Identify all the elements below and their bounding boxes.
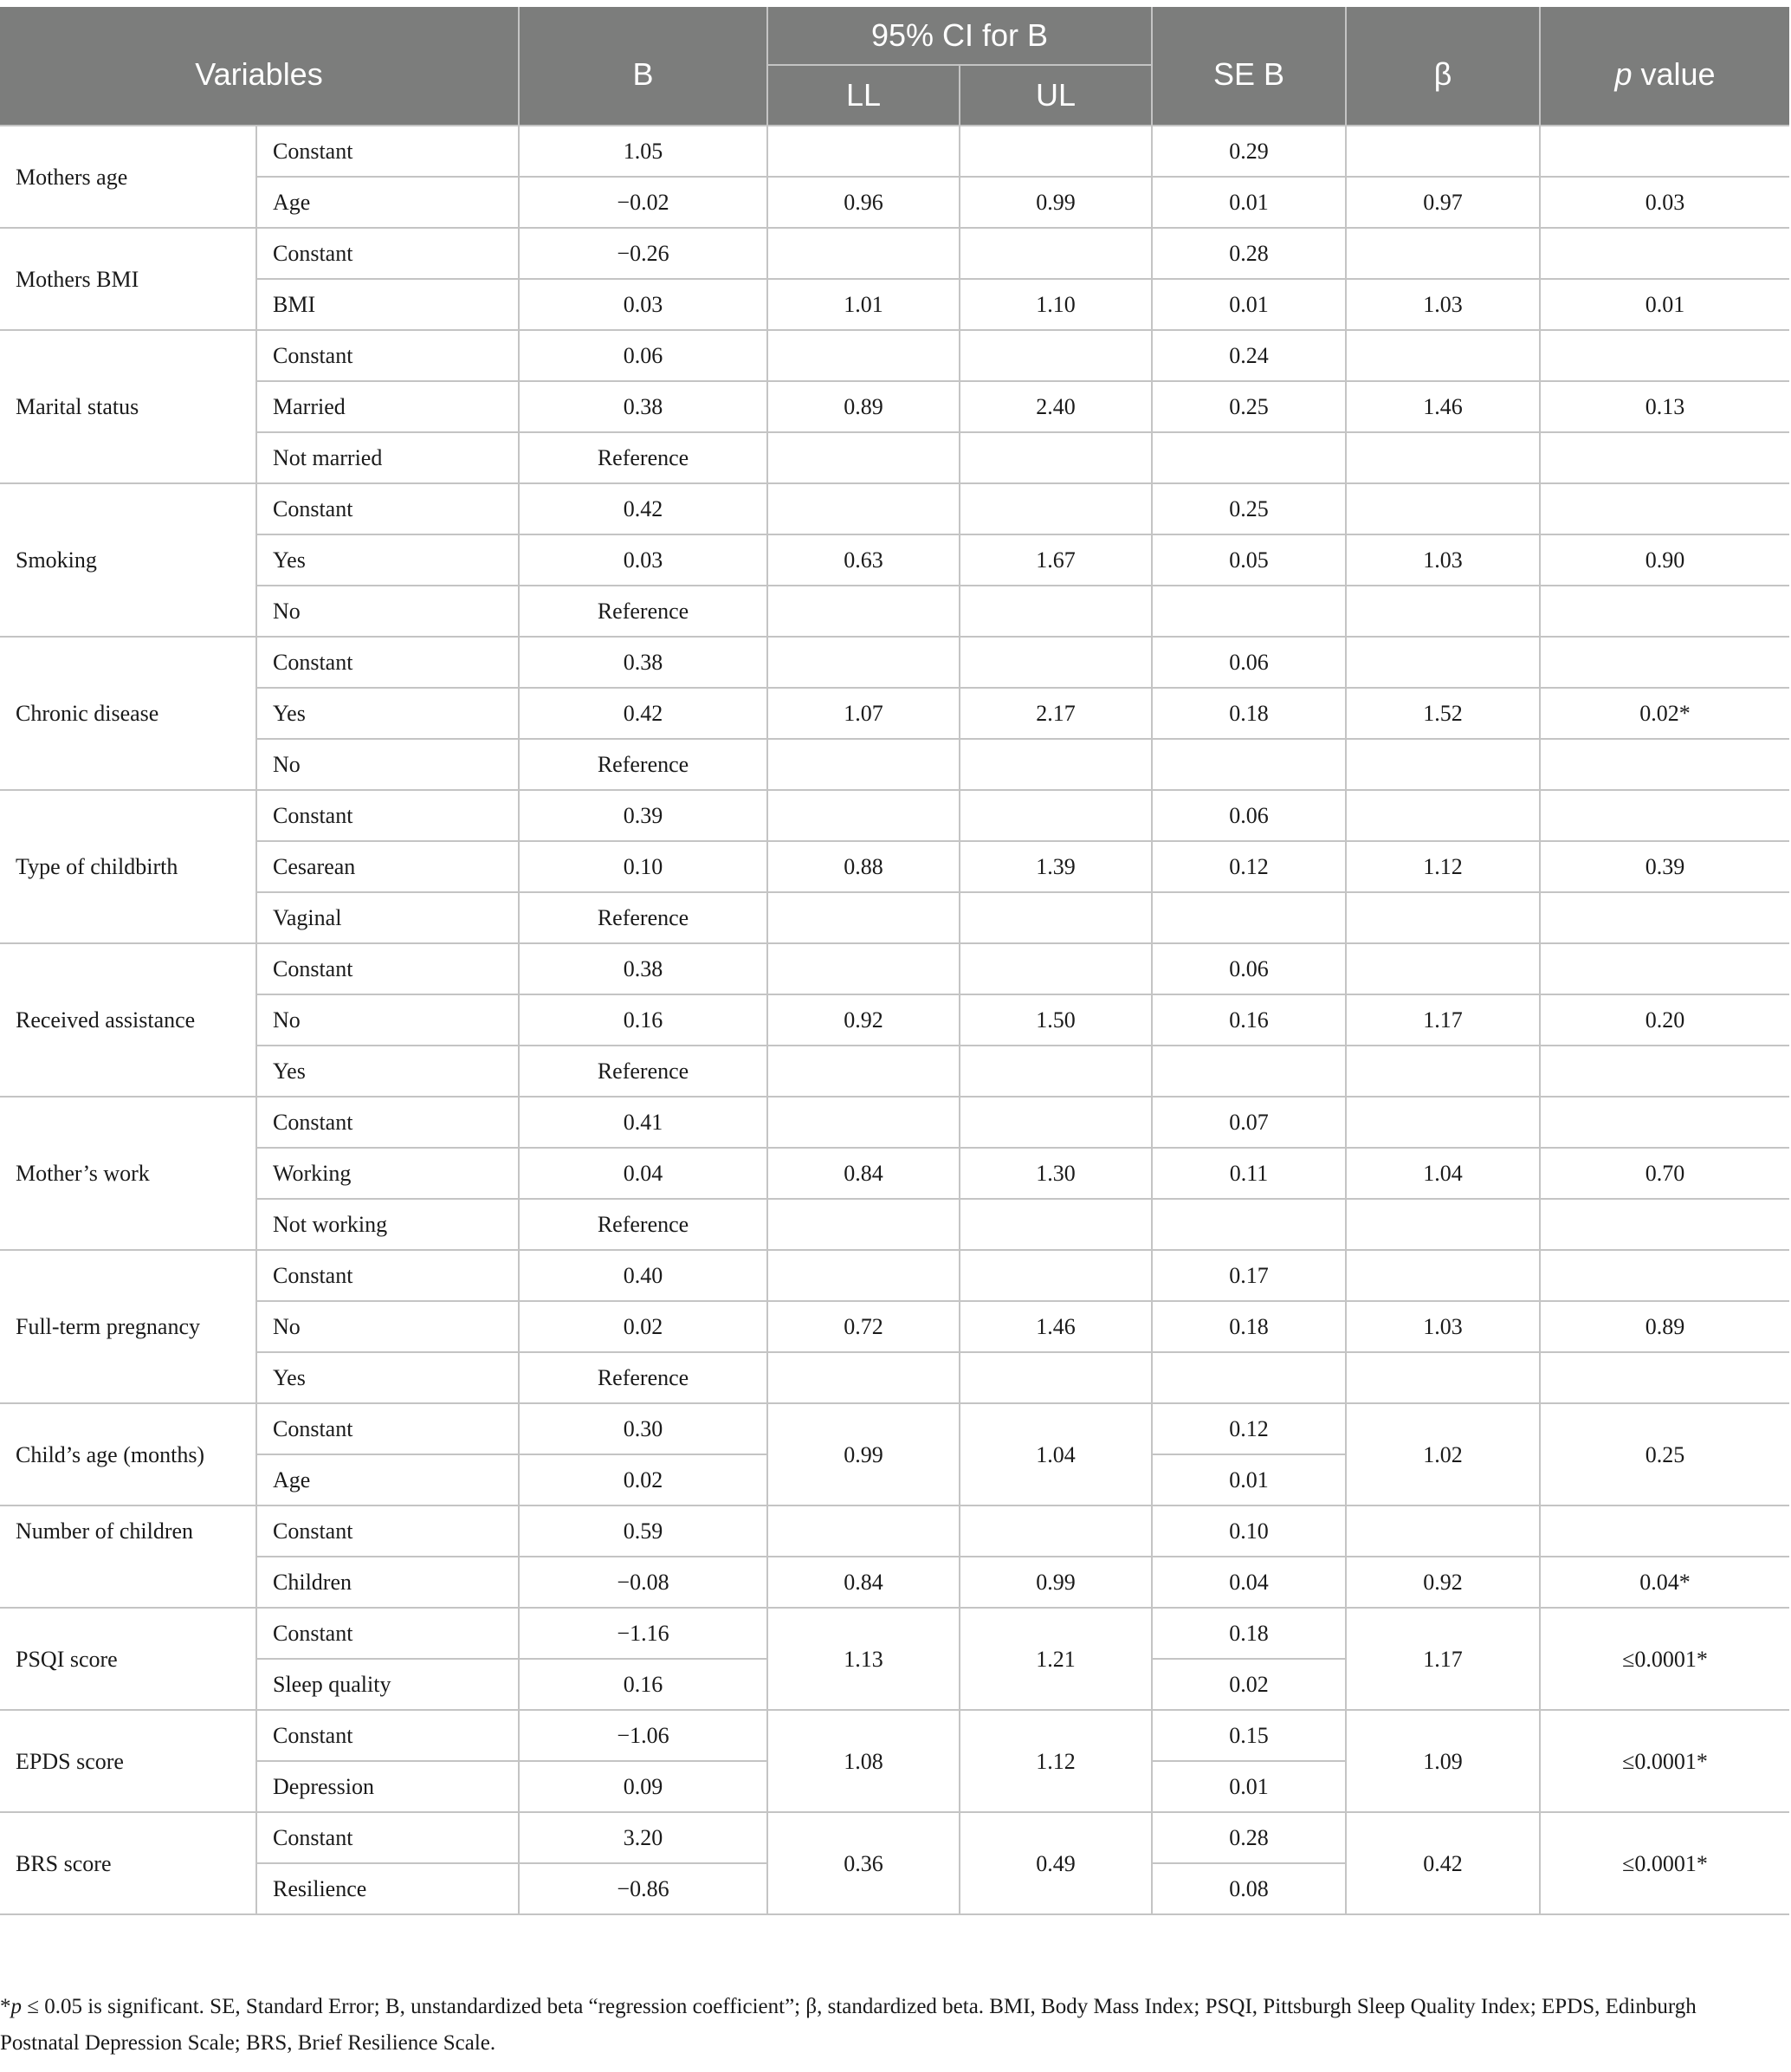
ll-cell: 1.07 [767,688,960,739]
b-cell: 0.03 [519,279,767,330]
variable-name: Mothers age [0,126,256,228]
beta-cell: 0.92 [1346,1557,1540,1608]
header-ul: UL [960,65,1152,126]
p-cell [1540,790,1789,841]
variable-name: BRS score [0,1812,256,1914]
beta-cell [1346,892,1540,943]
p-cell: 0.39 [1540,841,1789,892]
table-row [0,330,1789,381]
ll-cell [767,637,960,688]
b-cell: 0.40 [519,1250,767,1301]
se-cell: 0.07 [1152,1097,1346,1148]
row-label: Yes [256,534,519,586]
se-cell: 0.29 [1152,126,1346,177]
p-cell: 0.13 [1540,381,1789,432]
b-cell: Reference [519,1046,767,1097]
b-cell: 0.59 [519,1505,767,1557]
se-cell [1152,1352,1346,1403]
table-row [0,534,1789,586]
ul-cell: 1.04 [960,1403,1152,1505]
ll-cell [767,790,960,841]
p-cell [1540,483,1789,534]
se-cell: 0.25 [1152,483,1346,534]
table-row [0,1403,1789,1454]
p-cell [1540,943,1789,994]
header-se: SE B [1152,7,1346,126]
table-row [0,177,1789,228]
beta-cell: 1.52 [1346,688,1540,739]
ul-cell: 0.99 [960,177,1152,228]
footnote-text: ≤ 0.05 is significant. SE, Standard Error; B, unstandardized beta “regression coefficient”; β, standardized beta. BMI, Body Mass Index; PSQI, Pittsburgh Sleep Quality Index; EPDS, Edinburgh Postnatal Depression Scale; BRS, Brief Resilience Scale. [0,1995,1697,2055]
row-label: Not working [256,1199,519,1250]
se-cell: 0.24 [1152,330,1346,381]
se-cell: 0.01 [1152,1761,1346,1812]
ll-cell: 0.63 [767,534,960,586]
ul-cell: 1.50 [960,994,1152,1046]
header-p-rest: value [1632,56,1716,92]
variable-name: Marital status [0,330,256,483]
table-row [0,1199,1789,1250]
ul-cell [960,228,1152,279]
se-cell: 0.10 [1152,1505,1346,1557]
beta-cell [1346,586,1540,637]
se-cell [1152,892,1346,943]
ul-cell [960,1352,1152,1403]
header-p-value [1540,7,1789,126]
ll-cell: 1.08 [767,1710,960,1812]
b-cell: 0.02 [519,1454,767,1505]
b-cell: Reference [519,892,767,943]
p-cell: 0.20 [1540,994,1789,1046]
ll-cell [767,483,960,534]
variable-name: EPDS score [0,1710,256,1812]
variable-name: Number of children [0,1505,256,1608]
row-label: Yes [256,1046,519,1097]
p-cell [1540,1046,1789,1097]
header-ll: LL [767,65,960,126]
ll-cell [767,892,960,943]
b-cell: 0.09 [519,1761,767,1812]
p-cell: ≤0.0001* [1540,1710,1789,1812]
beta-cell [1346,790,1540,841]
table-row [0,432,1789,483]
ll-cell [767,1199,960,1250]
ul-cell [960,1046,1152,1097]
ul-cell: 1.46 [960,1301,1152,1352]
variable-name: Mothers BMI [0,228,256,330]
variable-name: Received assistance [0,943,256,1097]
ll-cell: 1.13 [767,1608,960,1710]
table-row [0,228,1789,279]
row-label: Constant [256,1250,519,1301]
ll-cell [767,1505,960,1557]
row-label: Constant [256,483,519,534]
variable-name: Chronic disease [0,637,256,790]
ll-cell [767,943,960,994]
row-label: Resilience [256,1863,519,1914]
b-cell: −0.26 [519,228,767,279]
row-label: Age [256,1454,519,1505]
beta-cell [1346,228,1540,279]
beta-cell [1346,637,1540,688]
table-body [0,126,1789,1914]
p-cell: 0.04* [1540,1557,1789,1608]
p-cell [1540,586,1789,637]
ll-cell [767,1097,960,1148]
table-row [0,1301,1789,1352]
ul-cell: 1.12 [960,1710,1152,1812]
row-label: Constant [256,1505,519,1557]
row-label: No [256,586,519,637]
b-cell: −0.02 [519,177,767,228]
ll-cell [767,228,960,279]
b-cell: Reference [519,1199,767,1250]
ul-cell [960,943,1152,994]
table-row [0,1812,1789,1863]
ul-cell: 2.17 [960,688,1152,739]
se-cell: 0.02 [1152,1659,1346,1710]
b-cell: 0.30 [519,1403,767,1454]
p-cell: 0.25 [1540,1403,1789,1505]
se-cell: 0.06 [1152,943,1346,994]
beta-cell: 1.03 [1346,1301,1540,1352]
row-label: Depression [256,1761,519,1812]
beta-cell [1346,1250,1540,1301]
table-row [0,126,1789,177]
row-label: Constant [256,228,519,279]
beta-cell [1346,1352,1540,1403]
beta-cell: 1.09 [1346,1710,1540,1812]
p-cell [1540,126,1789,177]
ll-cell: 0.92 [767,994,960,1046]
b-cell: −0.86 [519,1863,767,1914]
b-cell: 0.06 [519,330,767,381]
variable-name: Type of childbirth [0,790,256,943]
ul-cell: 1.21 [960,1608,1152,1710]
table-row [0,1710,1789,1761]
table-row [0,1250,1789,1301]
b-cell: 0.39 [519,790,767,841]
se-cell: 0.06 [1152,637,1346,688]
beta-cell: 1.17 [1346,1608,1540,1710]
row-label: No [256,1301,519,1352]
se-cell: 0.01 [1152,279,1346,330]
ll-cell: 0.96 [767,177,960,228]
ll-cell: 0.89 [767,381,960,432]
beta-cell: 1.03 [1346,534,1540,586]
beta-cell [1346,1199,1540,1250]
row-label: Constant [256,943,519,994]
table-row [0,994,1789,1046]
se-cell [1152,739,1346,790]
ll-cell [767,1250,960,1301]
se-cell: 0.18 [1152,1608,1346,1659]
p-cell: ≤0.0001* [1540,1812,1789,1914]
ul-cell [960,1505,1152,1557]
p-cell [1540,739,1789,790]
p-cell: 0.90 [1540,534,1789,586]
se-cell: 0.08 [1152,1863,1346,1914]
row-label: Constant [256,1608,519,1659]
b-cell: 0.41 [519,1097,767,1148]
table-footnote [0,1989,1767,2062]
b-cell: 0.03 [519,534,767,586]
variable-name: Full-term pregnancy [0,1250,256,1403]
b-cell: Reference [519,1352,767,1403]
row-label: Constant [256,1710,519,1761]
header-beta: β [1346,7,1540,126]
table-row [0,279,1789,330]
table-row [0,1505,1789,1557]
row-label: Not married [256,432,519,483]
ll-cell [767,1046,960,1097]
table-row [0,1097,1789,1148]
b-cell: 0.38 [519,381,767,432]
ul-cell: 1.30 [960,1148,1152,1199]
b-cell: 0.10 [519,841,767,892]
b-cell: −1.16 [519,1608,767,1659]
beta-cell: 1.17 [1346,994,1540,1046]
table-row [0,841,1789,892]
table-row [0,790,1789,841]
header-b: B [519,7,767,126]
header-p-italic: p [1614,56,1633,92]
ll-cell: 0.88 [767,841,960,892]
row-label: Cesarean [256,841,519,892]
row-label: Constant [256,790,519,841]
table-row [0,637,1789,688]
p-cell: 0.02* [1540,688,1789,739]
beta-cell [1346,943,1540,994]
row-label: Constant [256,1403,519,1454]
row-label: Constant [256,330,519,381]
se-cell: 0.18 [1152,1301,1346,1352]
se-cell: 0.15 [1152,1710,1346,1761]
p-cell [1540,228,1789,279]
regression-table [0,7,1789,1915]
table-row [0,943,1789,994]
row-label: BMI [256,279,519,330]
row-label: Constant [256,1097,519,1148]
ul-cell: 2.40 [960,381,1152,432]
ll-cell [767,586,960,637]
beta-cell: 1.04 [1346,1148,1540,1199]
b-cell: Reference [519,586,767,637]
p-cell: 0.01 [1540,279,1789,330]
ll-cell: 1.01 [767,279,960,330]
se-cell: 0.12 [1152,1403,1346,1454]
ll-cell [767,126,960,177]
b-cell: 1.05 [519,126,767,177]
footnote-star: * [0,1995,11,2018]
table-header [0,7,1789,126]
ul-cell: 0.99 [960,1557,1152,1608]
ll-cell [767,739,960,790]
table-row [0,1046,1789,1097]
p-cell [1540,330,1789,381]
header-ci: 95% CI for B [767,7,1152,65]
beta-cell: 1.12 [1346,841,1540,892]
beta-cell: 0.42 [1346,1812,1540,1914]
p-cell [1540,1352,1789,1403]
se-cell: 0.28 [1152,228,1346,279]
ul-cell: 1.10 [960,279,1152,330]
row-label: No [256,739,519,790]
b-cell: 0.38 [519,943,767,994]
beta-cell [1346,330,1540,381]
b-cell: 0.42 [519,483,767,534]
ul-cell: 0.49 [960,1812,1152,1914]
row-label: Yes [256,1352,519,1403]
b-cell: −1.06 [519,1710,767,1761]
b-cell: 0.42 [519,688,767,739]
variable-name: Mother’s work [0,1097,256,1250]
footnote-p: p [10,1995,22,2018]
se-cell [1152,1199,1346,1250]
ul-cell [960,330,1152,381]
ul-cell [960,1250,1152,1301]
se-cell: 0.01 [1152,177,1346,228]
table-row [0,586,1789,637]
p-cell: 0.70 [1540,1148,1789,1199]
row-label: Married [256,381,519,432]
table-row [0,483,1789,534]
ul-cell [960,483,1152,534]
se-cell: 0.16 [1152,994,1346,1046]
row-label: Sleep quality [256,1659,519,1710]
row-label: Constant [256,1812,519,1863]
row-label: Vaginal [256,892,519,943]
se-cell: 0.18 [1152,688,1346,739]
p-cell [1540,637,1789,688]
b-cell: 0.02 [519,1301,767,1352]
ll-cell [767,330,960,381]
p-cell [1540,1250,1789,1301]
ul-cell [960,892,1152,943]
se-cell: 0.06 [1152,790,1346,841]
row-label: Age [256,177,519,228]
p-cell [1540,1505,1789,1557]
se-cell [1152,586,1346,637]
ul-cell: 1.39 [960,841,1152,892]
b-cell: Reference [519,432,767,483]
se-cell: 0.05 [1152,534,1346,586]
variable-name: Smoking [0,483,256,637]
ul-cell [960,126,1152,177]
p-cell: 0.03 [1540,177,1789,228]
p-cell [1540,1199,1789,1250]
p-cell: 0.89 [1540,1301,1789,1352]
beta-cell [1346,483,1540,534]
beta-cell [1346,739,1540,790]
beta-cell [1346,432,1540,483]
se-cell: 0.04 [1152,1557,1346,1608]
p-cell [1540,432,1789,483]
row-label: Working [256,1148,519,1199]
ul-cell [960,432,1152,483]
b-cell: 0.04 [519,1148,767,1199]
p-cell [1540,892,1789,943]
b-cell: Reference [519,739,767,790]
ul-cell: 1.67 [960,534,1152,586]
ll-cell: 0.84 [767,1148,960,1199]
beta-cell: 1.03 [1346,279,1540,330]
variable-name: PSQI score [0,1608,256,1710]
se-cell: 0.01 [1152,1454,1346,1505]
se-cell: 0.25 [1152,381,1346,432]
ll-cell: 0.72 [767,1301,960,1352]
se-cell [1152,432,1346,483]
beta-cell [1346,1505,1540,1557]
ul-cell [960,790,1152,841]
b-cell: 0.16 [519,994,767,1046]
beta-cell: 0.97 [1346,177,1540,228]
b-cell: 0.38 [519,637,767,688]
se-cell: 0.28 [1152,1812,1346,1863]
se-cell: 0.11 [1152,1148,1346,1199]
p-cell: ≤0.0001* [1540,1608,1789,1710]
ll-cell: 0.84 [767,1557,960,1608]
beta-cell [1346,1097,1540,1148]
table-row [0,1557,1789,1608]
table-row [0,688,1789,739]
b-cell: −0.08 [519,1557,767,1608]
p-cell [1540,1097,1789,1148]
ul-cell [960,637,1152,688]
ll-cell [767,1352,960,1403]
se-cell: 0.17 [1152,1250,1346,1301]
ll-cell [767,432,960,483]
ul-cell [960,586,1152,637]
b-cell: 3.20 [519,1812,767,1863]
ul-cell [960,1199,1152,1250]
row-label: Children [256,1557,519,1608]
ul-cell [960,739,1152,790]
variable-name: Child’s age (months) [0,1403,256,1505]
ll-cell: 0.36 [767,1812,960,1914]
beta-cell: 1.46 [1346,381,1540,432]
beta-cell [1346,1046,1540,1097]
se-cell: 0.12 [1152,841,1346,892]
header-variables: Variables [0,7,519,126]
table-row [0,1352,1789,1403]
ul-cell [960,1097,1152,1148]
row-label: No [256,994,519,1046]
b-cell: 0.16 [519,1659,767,1710]
ll-cell: 0.99 [767,1403,960,1505]
se-cell [1152,1046,1346,1097]
table-row [0,381,1789,432]
table-row [0,1148,1789,1199]
row-label: Yes [256,688,519,739]
table-row [0,892,1789,943]
table-row [0,1608,1789,1659]
table-row [0,739,1789,790]
row-label: Constant [256,637,519,688]
beta-cell: 1.02 [1346,1403,1540,1505]
beta-cell [1346,126,1540,177]
row-label: Constant [256,126,519,177]
